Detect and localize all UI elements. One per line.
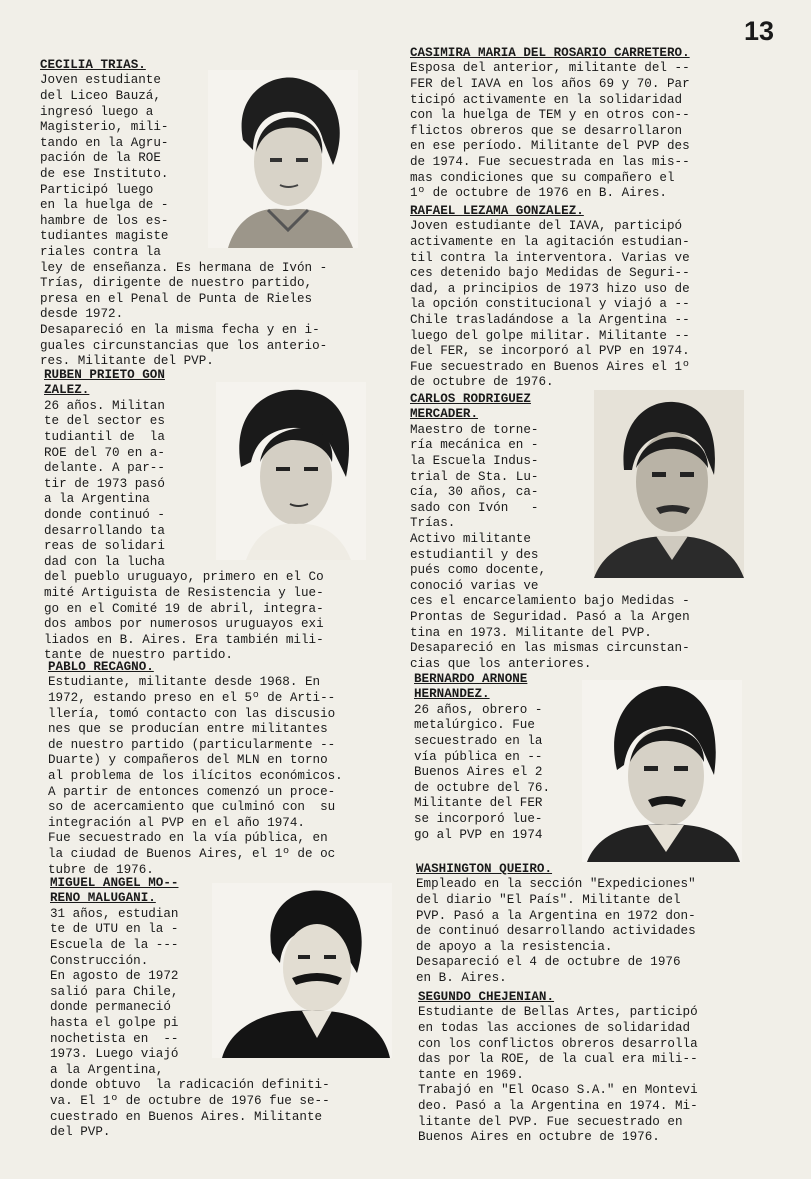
text-line: cuestrado en Buenos Aires. Militante	[50, 1109, 323, 1124]
text-line: secuestrado en la	[414, 734, 543, 748]
text-line: Estudiante de Bellas Artes, participó	[418, 1005, 698, 1020]
text-line: litante del PVP. Fue secuestrado en	[418, 1114, 683, 1129]
text-line: trial de Sta. Lu-	[410, 469, 539, 484]
text-line: hambre de los es-	[40, 213, 169, 228]
text-line: llería, tomó contacto con las discusio	[48, 706, 336, 721]
text-line: Estudiante, militante desde 1968. En	[48, 675, 321, 690]
entry-casimira-carretero	[410, 46, 690, 202]
entry-text	[416, 877, 696, 986]
text-line: te del sector es	[44, 414, 165, 429]
entry-text	[414, 703, 550, 843]
text-line: Desapareció el 4 de octubre de 1976	[416, 955, 681, 970]
text-line: Trías.	[410, 516, 456, 531]
entry-text	[410, 423, 690, 673]
text-line: luego del golpe militar. Militante --	[410, 328, 690, 343]
text-line: ces el encarcelamiento bajo Medidas -	[410, 594, 690, 609]
entry-text	[40, 73, 327, 369]
text-line: En agosto de 1972	[50, 969, 179, 984]
text-line: Desapareció en la misma fecha y en i-	[40, 322, 320, 337]
text-line: tante en 1969.	[418, 1067, 524, 1082]
entry-text	[48, 675, 343, 878]
text-line: donde continuó -	[44, 507, 165, 522]
text-line: FER del IAVA en los años 69 y 70. Par	[410, 77, 690, 91]
text-line: de octubre de 1976.	[410, 375, 554, 390]
text-line: salió para Chile,	[50, 984, 179, 999]
text-line: Desapareció en las mismas circunstan-	[410, 641, 690, 656]
text-line: ROE del 70 en a-	[44, 445, 165, 460]
text-line: desde 1972.	[40, 307, 124, 322]
text-line: liados en B. Aires. Era también mili-	[44, 632, 324, 647]
entry-name: RUBEN PRIETO GON	[44, 368, 165, 382]
text-line: del PVP.	[50, 1125, 111, 1140]
text-line: til contra la interventora. Varias ve	[410, 250, 690, 265]
text-line: tante de nuestro partido.	[44, 648, 233, 663]
text-line: Construcción.	[50, 953, 149, 968]
text-line: go al PVP en 1974	[414, 827, 543, 842]
entry-name: SEGUNDO CHEJENIAN.	[418, 990, 555, 1004]
text-line: donde permaneció	[50, 1000, 171, 1015]
text-line: 1973. Luego viajó	[50, 1047, 179, 1062]
text-line: ría mecánica en -	[410, 438, 539, 453]
text-line: reas de solidari	[44, 539, 165, 554]
text-line: Joven estudiante del IAVA, participó	[410, 219, 683, 234]
entry-cecilia-trias	[40, 58, 327, 370]
text-line: a la Argentina	[44, 492, 150, 507]
entry-text	[44, 399, 324, 664]
text-line: Empleado en la sección "Expediciones"	[416, 877, 696, 892]
text-line: Trías, dirigente de nuestro partido,	[40, 276, 313, 291]
text-line: cias que los anteriores.	[410, 656, 592, 671]
photo-bernardo-arnone	[582, 680, 742, 862]
text-line: hasta el golpe pi	[50, 1015, 179, 1030]
entry-name: ZALEZ.	[44, 383, 90, 398]
text-line: delante. A par--	[44, 461, 165, 476]
entry-text	[410, 219, 690, 391]
text-line: a la Argentina,	[50, 1062, 164, 1077]
text-line: metalúrgico. Fue	[414, 718, 535, 733]
text-line: del diario "El País". Militante del	[416, 893, 681, 907]
text-line: deo. Pasó a la Argentina en 1974. Mi-	[418, 1098, 698, 1113]
text-line: sado con Ivón -	[410, 500, 539, 515]
text-line: Trabajó en "El Ocaso S.A." en Montevi	[418, 1083, 698, 1098]
text-line: 26 años. Militan	[44, 398, 165, 413]
text-line: dad con la lucha	[44, 554, 165, 569]
entry-name: PABLO RECAGNO.	[48, 660, 154, 674]
text-line: flictos obreros que se desarrollaron	[410, 123, 683, 138]
entry-name: RAFAEL LEZAMA GONZALEZ.	[410, 204, 584, 218]
text-line: ces detenido bajo Medidas de Seguri--	[410, 266, 690, 281]
text-line: en todas las acciones de solidaridad	[418, 1021, 691, 1035]
entry-name: WASHINGTON QUEIRO.	[416, 862, 553, 876]
text-line: res. Militante del PVP.	[40, 354, 214, 369]
text-line: del Liceo Bauzá,	[40, 89, 161, 103]
text-line: ley de enseñanza. Es hermana de Ivón -	[40, 260, 328, 275]
text-line: del FER, se incorporó al PVP en 1974.	[410, 344, 690, 359]
text-line: Prontas de Seguridad. Pasó a la Argen	[410, 609, 690, 624]
entry-text	[410, 61, 690, 201]
text-line: Fue secuestrado en Buenos Aires el 1º	[410, 359, 690, 374]
text-line: tir de 1973 pasó	[44, 476, 165, 491]
entry-bernardo-arnone	[414, 672, 550, 843]
text-line: la Escuela Indus-	[410, 454, 539, 468]
text-line: Fue secuestrado en la vía pública, en	[48, 831, 328, 846]
text-line: Duarte) y compañeros del MLN en torno	[48, 753, 328, 768]
text-line: va. El 1º de octubre de 1976 fue se--	[50, 1093, 330, 1108]
text-line: de ese Instituto.	[40, 166, 169, 181]
text-line: riales contra la	[40, 244, 161, 259]
entry-carlos-rodriguez	[410, 392, 690, 672]
portrait-man-icon	[582, 680, 742, 862]
text-line: pués como docente,	[410, 563, 547, 578]
text-line: de octubre del 76.	[414, 780, 551, 795]
text-line: con los conflictos obreros desarrolla	[418, 1036, 698, 1051]
entry-name: RENO MALUGANI.	[50, 891, 156, 906]
page-number: 13	[744, 16, 775, 46]
text-line: la opción constitucional y viajó a --	[410, 297, 690, 312]
text-line: pación de la ROE	[40, 151, 161, 166]
text-line: tudiantes magiste	[40, 229, 169, 244]
text-line: desarrollando ta	[44, 523, 165, 538]
entry-name: CECILIA TRIAS.	[40, 58, 146, 72]
text-line: cía, 30 años, ca-	[410, 485, 539, 500]
text-line: Maestro de torne-	[410, 422, 539, 437]
entry-pablo-recagno	[48, 660, 343, 878]
text-line: del pueblo uruguayo, primero en el Co	[44, 570, 324, 585]
text-line: en ese período. Militante del PVP des	[410, 139, 690, 154]
text-line: PVP. Pasó a la Argentina en 1972 don-	[416, 908, 696, 923]
entry-name: HERNANDEZ.	[414, 687, 490, 702]
text-line: Esposa del anterior, militante del --	[410, 61, 690, 76]
text-line: donde obtuvo la radicación definiti-	[50, 1078, 330, 1093]
entry-text	[50, 907, 330, 1141]
text-line: Buenos Aires el 2	[414, 765, 543, 780]
text-line: la ciudad de Buenos Aires, el 1º de oc	[48, 846, 336, 861]
text-line: Chile trasladándose a la Argentina --	[410, 312, 690, 327]
text-line: 31 años, estudian	[50, 906, 179, 921]
text-line: vía pública en --	[414, 749, 543, 764]
entry-ruben-prieto	[44, 368, 324, 664]
text-line: tudiantil de la	[44, 430, 165, 444]
text-line: tubre de 1976.	[48, 862, 154, 877]
text-line: estudiantil y des	[410, 547, 539, 562]
entry-segundo-chejenian	[418, 990, 698, 1146]
text-line: en la huelga de -	[40, 198, 169, 213]
text-line: tando en la Agru-	[40, 135, 169, 150]
text-line: Militante del FER	[414, 796, 543, 811]
text-line: go en el Comité 19 de abril, integra-	[44, 601, 324, 616]
entry-name: CASIMIRA MARIA DEL ROSARIO CARRETERO.	[410, 46, 690, 60]
text-line: te de UTU en la -	[50, 922, 179, 937]
text-line: 1º de octubre de 1976 en B. Aires.	[410, 186, 667, 201]
text-line: nochetista en --	[50, 1031, 179, 1046]
text-line: Buenos Aires en octubre de 1976.	[418, 1130, 660, 1145]
text-line: dad, a principios de 1973 hizo uso de	[410, 281, 690, 296]
text-line: das por la ROE, de la cual era mili--	[418, 1052, 698, 1067]
text-line: Participó luego	[40, 182, 154, 197]
text-line: 26 años, obrero -	[414, 702, 543, 717]
text-line: A partir de entonces comenzó un proce-	[48, 784, 336, 799]
text-line: so de acercamiento que culminó con su	[48, 800, 336, 815]
text-line: mas condiciones que su compañero el	[410, 170, 675, 185]
text-line: de continuó desarrollando actividades	[416, 924, 696, 939]
text-line: tina en 1973. Militante del PVP.	[410, 625, 652, 640]
text-line: se incorporó lue-	[414, 811, 543, 826]
text-line: de apoyo a la resistencia.	[416, 939, 613, 954]
text-line: nes que se producían entre militantes	[48, 722, 328, 737]
entry-name: MIGUEL ANGEL MO--	[50, 876, 179, 890]
text-line: Magisterio, mili-	[40, 120, 169, 135]
text-line: con la huelga de TEM y en otros con--	[410, 108, 690, 123]
text-line: de nuestro partido (particularmente --	[48, 737, 336, 752]
text-line: de 1974. Fue secuestrada en las mis--	[410, 154, 690, 169]
text-line: Activo militante	[410, 531, 531, 546]
text-line: 1972, estando preso en el 5º de Arti--	[48, 691, 336, 705]
text-line: guales circunstancias que los anterio-	[40, 338, 328, 353]
text-line: ingresó luego a	[40, 104, 154, 119]
text-line: Joven estudiante	[40, 73, 161, 88]
text-line: activamente en la agitación estudian-	[410, 235, 690, 249]
entry-miguel-moreno	[50, 876, 330, 1141]
entry-text	[418, 1005, 698, 1145]
text-line: al problema de los ilícitos económicos.	[48, 768, 343, 783]
text-line: ticipó activamente en la solidaridad	[410, 92, 683, 107]
text-line: presa en el Penal de Punta de Rieles	[40, 291, 313, 306]
text-line: Escuela de la ---	[50, 938, 179, 952]
entry-washington-queiro	[416, 862, 696, 987]
text-line: integración al PVP en el año 1974.	[48, 815, 305, 830]
entry-name: MERCADER.	[410, 407, 479, 422]
text-line: mité Artiguista de Resistencia y lue-	[44, 585, 324, 600]
text-line: dos ambos por numerosos uruguayos exi	[44, 617, 324, 632]
text-line: en B. Aires.	[416, 970, 507, 985]
entry-name: BERNARDO ARNONE	[414, 672, 528, 686]
entry-rafael-lezama	[410, 204, 690, 391]
text-line: conoció varias ve	[410, 578, 539, 593]
entry-name: CARLOS RODRIGUEZ	[410, 392, 531, 406]
